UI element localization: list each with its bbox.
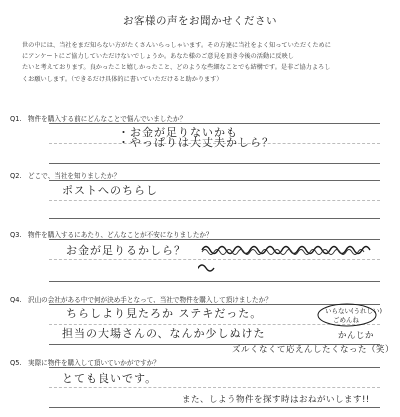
note-text: かんじか [338, 331, 375, 341]
question-3 [10, 229, 390, 239]
answer-box-bottom [49, 218, 380, 219]
note-text: ごめんね [333, 316, 359, 324]
question-text: 物件を購入するにあたり、どんなことが不安になりましたか？ [28, 231, 213, 239]
question-number: Q5. [10, 359, 22, 367]
intro-line: にアンケートにご協力していただけないでしょうか。あなた様のご意見を頂き今後の活動に反映し [22, 53, 294, 61]
question-text: 実際に物件を購入して頂いていかがですか？ [28, 359, 160, 367]
intro-line: くお願いします。（できるだけ具体的に書いていただけると助かります） [22, 75, 223, 83]
intro-line: たいと考えております。良かったこと嬉しかったこと、どのような些細なことでも結構です。是非ご協力よろし [22, 64, 331, 72]
question-2 [10, 170, 390, 180]
answer-box-bottom [49, 407, 380, 408]
intro-line: 世の中には、当社をまだ知らない方がたくさんいらっしゃいます。その方達に当社をよく知っていただくために [22, 42, 331, 49]
question-text: どこで、当社を知りましたか？ [28, 172, 121, 180]
question-number: Q1. [10, 115, 22, 123]
answer-box-top [49, 367, 380, 368]
question-5 [10, 357, 390, 367]
question-text: 物件を購入する前にどんなことで悩んでいましたか？ [28, 115, 187, 123]
question-1 [10, 113, 390, 123]
answer-handwriting: ポストへのちらし [62, 184, 158, 197]
answer-handwriting: ズルくなくて応えんしたくなった（笑） [232, 345, 395, 355]
question-number: Q3. [10, 231, 22, 239]
answer-box-bottom [49, 163, 380, 164]
scribble-mark [198, 240, 374, 274]
answer-box-bottom [49, 281, 380, 282]
note-text: いらない(うれしい) [325, 307, 383, 315]
question-number: Q2. [10, 172, 22, 180]
answer-handwriting: ちらしより見たろか ステキだった。 [66, 307, 263, 320]
answer-handwriting: ・お金が足りないかも [118, 126, 238, 139]
answer-handwriting: ・やっぱりは大丈夫かしら？ [118, 136, 274, 149]
answer-handwriting: とても良いです。 [62, 372, 158, 385]
answer-handwriting: 担当の大場さんの、なんか少しぬけた [62, 327, 266, 340]
question-number: Q4. [10, 296, 22, 304]
answer-handwriting: お金が足りるかしら？ [66, 244, 186, 257]
answer-line [49, 200, 380, 201]
question-text: 沢山の会社がある中で何が決め手となって、当社で物件を購入して頂けましたか？ [28, 296, 272, 304]
page-title: お客様の声をお聞かせください [123, 15, 277, 27]
answer-handwriting: また、しよう物件を探す時はおねがいします!! [182, 395, 370, 405]
answer-box-top [49, 180, 380, 181]
intro-text [22, 40, 382, 85]
answer-line [49, 387, 380, 388]
